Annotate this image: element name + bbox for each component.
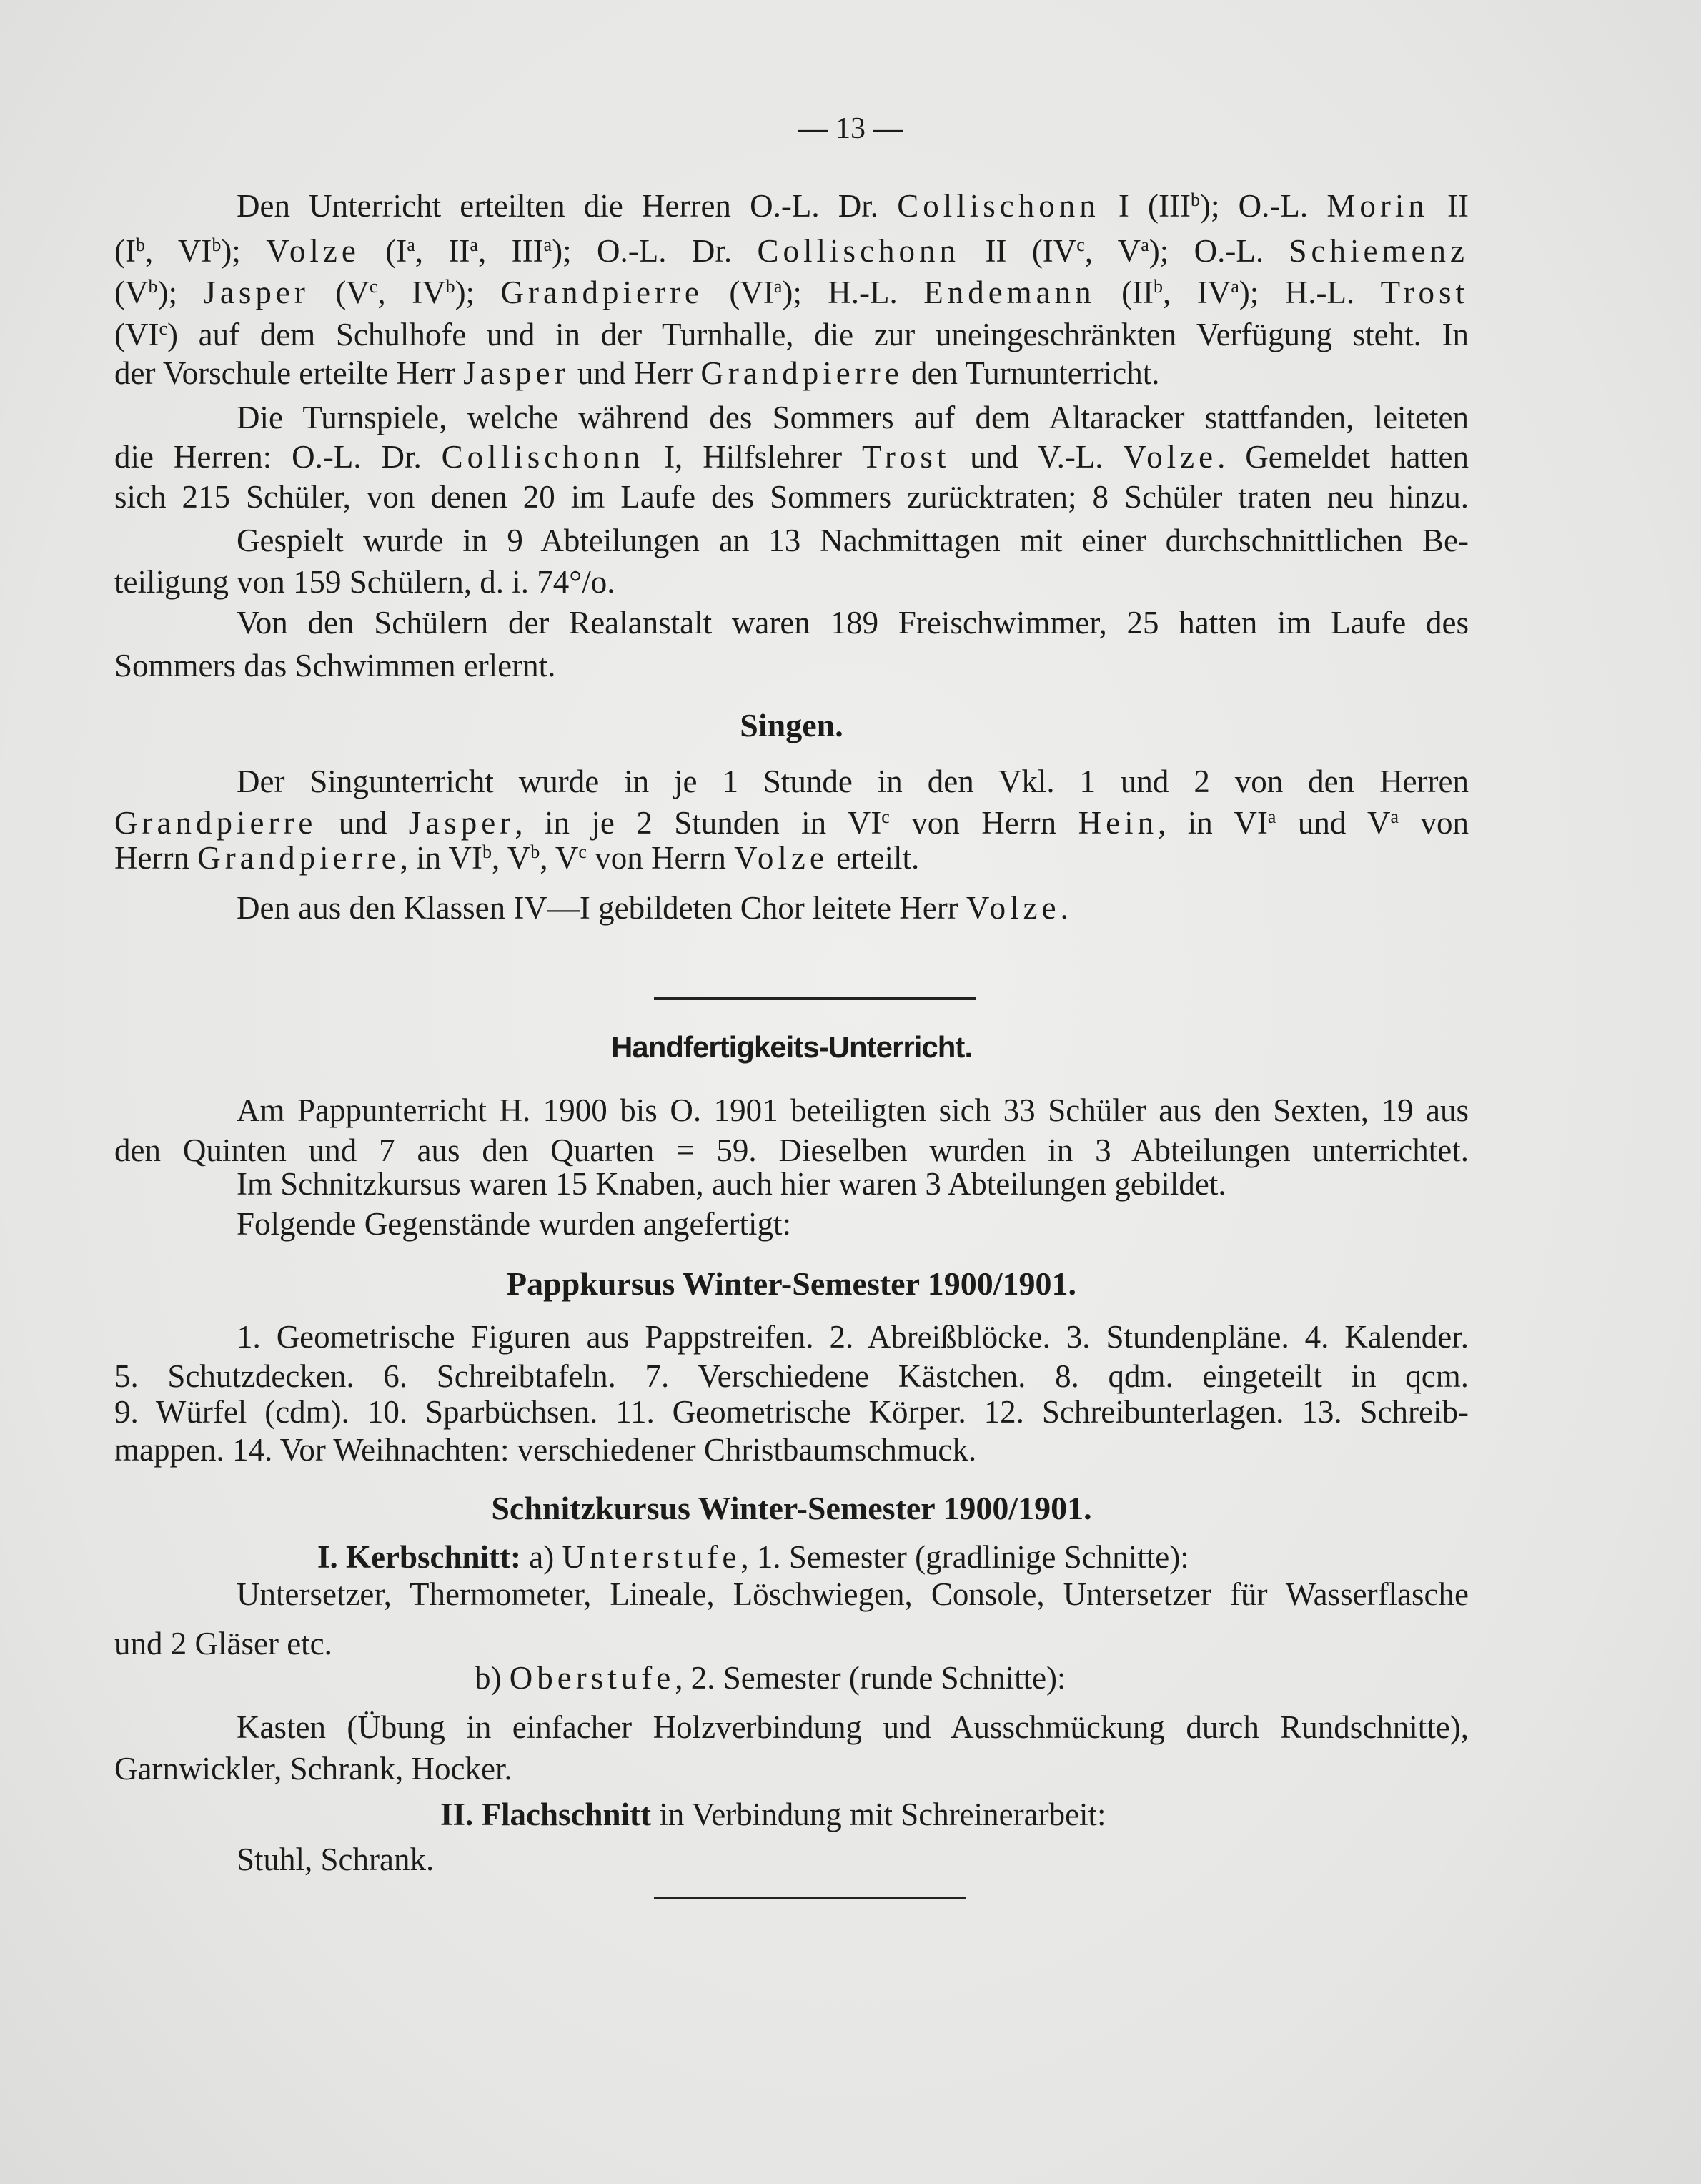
text-run: (VI [703, 275, 774, 310]
text-run: Untersetzer, Thermometer, Lineale, Löschwiegen, Console, Untersetzer für Wasserflasche [237, 1576, 1469, 1612]
text-line [114, 477, 1469, 517]
text-line [475, 1658, 1701, 1698]
section-divider [654, 997, 976, 1000]
text-line [114, 272, 1469, 312]
spaced-name: Grandpierre [114, 805, 317, 841]
bold-text: II. Flachschnitt [440, 1797, 652, 1832]
text-run: teiligung von 159 Schülern, d. i. 74°/o. [114, 564, 615, 600]
text-run: Singen. [740, 707, 843, 743]
text-run: Sommers das Schwimmen erlernt. [114, 648, 556, 683]
spaced-name: Collischonn [441, 439, 645, 475]
spaced-name: Trost [862, 439, 951, 475]
text-run: Am Pappunterricht H. 1900 bis O. 1901 beteiligten sich 33 Schüler aus den Sexten, 19 aus [237, 1092, 1469, 1128]
text-line [114, 231, 1469, 271]
superscript: b [445, 276, 455, 297]
text-run: , VI [144, 233, 212, 269]
text-line [237, 1707, 1469, 1747]
text-run: Garnwickler, Schrank, Hocker. [114, 1751, 512, 1787]
text-run: , V [492, 840, 531, 876]
text-run: und [317, 805, 409, 841]
superscript: b [212, 234, 222, 255]
text-run: und V.-L. [950, 439, 1124, 475]
superscript: a [470, 234, 478, 255]
text-run: , in VI [1158, 805, 1268, 841]
text-run: Die Turnspiele, welche während des Sommers auf dem Altaracker stattfanden, leiteten [237, 400, 1469, 435]
text-run: Den aus den Klassen IV—I gebildeten Chor leitete Herr [237, 890, 966, 926]
superscript: a [1267, 806, 1276, 827]
text-run: , 1. Semester (gradlinige Schnitte): [740, 1539, 1189, 1575]
text-line [237, 1839, 1469, 1879]
text-run: sich 215 Schüler, von denen 20 im Laufe des Sommers zurücktraten; 8 Schüler traten neu hinzu. [114, 479, 1469, 515]
text-run: Stuhl, Schrank. [237, 1842, 435, 1877]
spaced-name: Grandpierre [197, 840, 400, 876]
text-run: a) [521, 1539, 562, 1575]
text-line [237, 1204, 1469, 1244]
superscript: a [407, 234, 415, 255]
text-run: ); O.-L. [1149, 233, 1289, 269]
spaced-name: Jasper [408, 805, 515, 841]
text-run: Folgende Gegenstände wurden angefertigt: [237, 1206, 791, 1242]
text-run: erteilt. [828, 840, 920, 876]
text-run: Schnitzkursus Winter-Semester 1900/1901. [491, 1490, 1092, 1526]
spaced-name: Volze [1123, 439, 1218, 475]
text-run: , V [540, 840, 579, 876]
spaced-name: Volze [966, 890, 1061, 926]
text-run: (I [359, 233, 407, 269]
text-run: in Verbindung mit Schreinerarbeit: [651, 1797, 1106, 1832]
text-run: Den Unterricht erteilten die Herren O.-L. Dr. [237, 188, 898, 224]
text-line [237, 1164, 1469, 1204]
text-run: (V [114, 275, 149, 310]
text-line [114, 353, 1469, 393]
text-run: , IV [377, 275, 446, 310]
bold-text: I. Kerbschnitt: [317, 1539, 521, 1575]
spaced-name: Grandpierre [700, 355, 903, 391]
text-run: ); O.-L. Dr. [552, 233, 758, 269]
text-run: ) auf dem Schulhofe und in der Turnhalle, die zur uneingeschränkten Verfügung steht. In [167, 317, 1469, 352]
text-run: . [1060, 890, 1068, 926]
section-heading-schnitzkursus [114, 1488, 1469, 1528]
list-line [114, 1356, 1469, 1396]
text-line [237, 186, 1469, 226]
text-run: , in VI [400, 840, 483, 876]
text-run: Pappkursus Winter-Semester 1900/1901. [507, 1265, 1076, 1302]
text-line [237, 888, 1469, 928]
text-run: b) [475, 1660, 510, 1696]
superscript: a [773, 276, 783, 297]
superscript: b [135, 234, 145, 255]
spaced-name: Schiemenz [1289, 233, 1469, 269]
text-line [114, 803, 1469, 843]
text-run: , 2. Semester (runde Schnitte): [675, 1660, 1066, 1696]
text-run: ); [455, 275, 501, 310]
text-line [114, 315, 1469, 355]
text-run: die Herren: O.-L. Dr. [114, 439, 442, 475]
text-line [114, 646, 1469, 686]
spaced-name: Morin [1326, 188, 1429, 224]
text-run: Handfertigkeits-Unterricht. [610, 1030, 973, 1064]
spaced-name: Collischonn [897, 188, 1100, 224]
text-run: (I [114, 233, 136, 269]
spaced-name: Trost [1380, 275, 1469, 310]
spaced-name: Grandpierre [500, 275, 703, 310]
text-line [440, 1794, 1701, 1834]
superscript: a [1231, 276, 1239, 297]
section-heading-singen [114, 706, 1469, 746]
text-run: mappen. 14. Vor Weihnachten: verschiedener Christbaumschmuck. [114, 1432, 977, 1468]
text-run: und 2 Gläser etc. [114, 1626, 332, 1661]
superscript: b [148, 276, 158, 297]
superscript: a [543, 234, 552, 255]
superscript: c [1076, 234, 1085, 255]
text-run: Im Schnitzkursus waren 15 Knaben, auch hier waren 3 Abteilungen gebildet. [237, 1166, 1226, 1202]
text-line [237, 1090, 1469, 1130]
superscript: b [1154, 276, 1164, 297]
list-line [114, 1392, 1469, 1432]
text-run: den Turnunterricht. [903, 355, 1160, 391]
list-line [114, 1430, 1469, 1470]
spaced-name: Collischonn [757, 233, 961, 269]
section-heading-handfertigkeit [114, 1027, 1469, 1067]
superscript: b [530, 841, 540, 862]
spaced-name: Volze [266, 233, 360, 269]
text-run: ); [157, 275, 204, 310]
text-run: und Herr [569, 355, 701, 391]
text-run: ); H.-L. [1239, 275, 1381, 310]
superscript: c [369, 276, 378, 297]
text-run: Von den Schülern der Realanstalt waren 189 Freischwimmer, 25 hatten im Laufe des [237, 605, 1469, 641]
text-run: , in je 2 Stunden in VI [515, 805, 882, 841]
text-line [114, 1749, 1469, 1789]
text-run: Herrn [114, 840, 198, 876]
superscript: c [159, 318, 168, 339]
list-line [237, 1317, 1469, 1357]
spaced-name: Volze [734, 840, 828, 876]
text-run: ); H.-L. [782, 275, 924, 310]
text-run: (VI [114, 317, 159, 352]
spaced-name: Unterstufe [562, 1539, 741, 1575]
superscript: a [1390, 806, 1399, 827]
text-line [114, 437, 1469, 477]
spaced-name: Endemann [923, 275, 1096, 310]
text-run: , II [415, 233, 470, 269]
superscript: b [482, 841, 492, 862]
spaced-name: Hein [1078, 805, 1159, 841]
superscript: c [881, 806, 890, 827]
text-run: II [1428, 188, 1469, 224]
spaced-name: Oberstufe [509, 1660, 675, 1696]
text-run: von Herrn [586, 840, 735, 876]
text-line [114, 838, 1469, 878]
text-run: von [1399, 805, 1469, 841]
text-run: 5. Schutzdecken. 6. Schreibtafeln. 7. Verschiedene Kästchen. 8. qdm. eingeteilt in qcm. [114, 1358, 1469, 1394]
text-run: den Quinten und 7 aus den Quarten = 59. Dieselben wurden in 3 Abteilungen unterrichtet. [114, 1132, 1469, 1168]
text-run: (II [1095, 275, 1154, 310]
text-run: II (IV [960, 233, 1077, 269]
text-run: ); O.-L. [1200, 188, 1327, 224]
text-line [317, 1537, 1672, 1577]
text-run: 9. Würfel (cdm). 10. Sparbüchsen. 11. Geometrische Körper. 12. Schreibunterlagen. 13. Schreib- [114, 1394, 1469, 1430]
text-line [237, 761, 1469, 801]
text-line [237, 603, 1469, 643]
text-run: , IV [1163, 275, 1231, 310]
text-run: , III [477, 233, 544, 269]
text-line [114, 562, 1469, 602]
spaced-name: Jasper [203, 275, 309, 310]
superscript: a [1141, 234, 1149, 255]
text-line [237, 520, 1469, 560]
superscript: c [578, 841, 587, 862]
text-run: ); [221, 233, 267, 269]
spaced-name: Jasper [463, 355, 570, 391]
text-run: I (III [1099, 188, 1191, 224]
text-line [237, 397, 1469, 438]
text-run: von Herrn [889, 805, 1078, 841]
section-heading-pappkursus [114, 1264, 1469, 1304]
text-run: . Gemeldet hatten [1217, 439, 1469, 475]
text-run: und V [1276, 805, 1391, 841]
page-number: — 13 — [798, 112, 903, 145]
text-run: Der Singunterricht wurde in je 1 Stunde in den Vkl. 1 und 2 von den Herren [237, 764, 1469, 799]
text-run: Gespielt wurde in 9 Abteilungen an 13 Nachmittagen mit einer durchschnittlichen Be- [237, 523, 1469, 558]
text-run: 1. Geometrische Figuren aus Pappstreifen. 2. Abreißblöcke. 3. Stundenpläne. 4. Kalender. [237, 1319, 1469, 1355]
text-line [237, 1574, 1469, 1614]
text-run: der Vorschule erteilte Herr [114, 355, 464, 391]
text-run: (V [309, 275, 370, 310]
text-run: Kasten (Übung in einfacher Holzverbindung und Ausschmückung durch Rundschnitte), [237, 1709, 1469, 1745]
end-divider [654, 1897, 966, 1899]
text-run: , V [1084, 233, 1141, 269]
superscript: b [1191, 189, 1200, 210]
text-run: I, Hilfslehrer [644, 439, 863, 475]
